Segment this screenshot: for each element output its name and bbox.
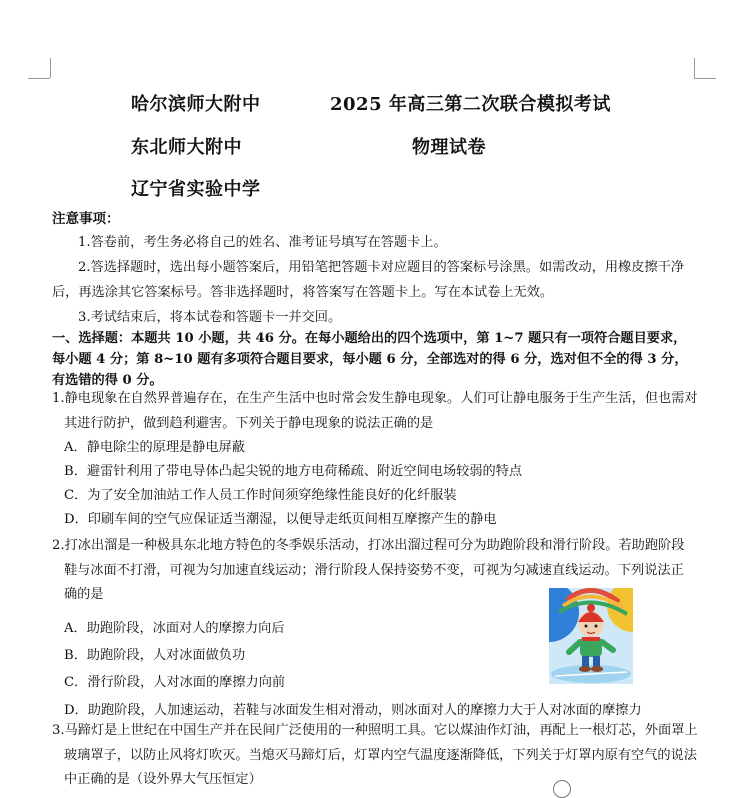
crop-mark xyxy=(694,78,716,79)
question-option: B．避雷针利用了带电导体凸起尖锐的地方电荷稀疏、附近空间电场较弱的特点 xyxy=(64,464,523,479)
question-option: C．为了安全加油站工作人员工作时间须穿绝缘性能良好的化纤服装 xyxy=(64,488,457,503)
crop-mark xyxy=(694,58,695,78)
question-stem: 1.静电现象在自然界普遍存在，在生产生活中也时常会发生静电现象。人们可让静电服务于生产生活，但也需对其进行防护，做到趋利避害。下列关于静电现象的说法正确的是 xyxy=(52,391,698,431)
question-stem: 3.马蹄灯是上世纪在中国生产并在民间广泛使用的一种照明工具。它以煤油作灯油，再配上一根灯芯，外面罩上玻璃罩子，以防止风将灯吹灭。当熄灭马蹄灯后，灯罩内空气温度逐渐降低，下列关于灯罩内原有空气的说法中正确的是（设外界大气压恒定） xyxy=(52,723,698,787)
question-option: C．滑行阶段，人对冰面的摩擦力向前 xyxy=(64,675,286,690)
question-option: A．静电除尘的原理是静电屏蔽 xyxy=(64,440,245,455)
question-option: D．印刷车间的空气应保证适当潮湿，以便导走纸页间相互摩擦产生的静电 xyxy=(64,512,497,527)
note-item: 1.答卷前，考生务必将自己的姓名、准考证号填写在答题卡上。 xyxy=(78,235,447,250)
exam-title: 2025 年高三第二次联合模拟考试 xyxy=(330,94,611,115)
question-option: B．助跑阶段，人对冰面做负功 xyxy=(64,648,246,663)
page-marker-circle xyxy=(553,780,571,798)
question-option: D．助跑阶段，人加速运动，若鞋与冰面发生相对滑动，则冰面对人的摩擦力大于人对冰面的摩擦力 xyxy=(64,703,642,718)
note-item: 3.考试结束后，将本试卷和答题卡一并交回。 xyxy=(78,310,342,325)
ice-sliding-illustration xyxy=(549,588,633,684)
question-option: A．助跑阶段，冰面对人的摩擦力向后 xyxy=(64,621,285,636)
school-name-3: 辽宁省实验中学 xyxy=(131,179,261,200)
school-name-1: 哈尔滨师大附中 xyxy=(131,94,261,115)
note-item: 2.答选择题时，选出每小题答案后，用铅笔把答题卡对应题目的答案标号涂黑。如需改动，用橡皮擦干净后，再选涂其它答案标号。答非选择题时，将答案写在答题卡上。写在本试卷上无效。 xyxy=(52,260,685,300)
question-stem: 2.打冰出溜是一种极具东北地方特色的冬季娱乐活动，打冰出溜过程可分为助跑阶段和滑行阶段。若助跑阶段鞋与冰面不打滑，可视为匀加速直线运动；滑行阶段人保持姿势不变，可视为匀减速直线运动。下列说法正确的是 xyxy=(52,538,685,602)
crop-mark xyxy=(28,78,50,79)
subject-title: 物理试卷 xyxy=(412,137,486,158)
section-heading: 一、选择题：本题共 10 小题，共 46 分。在每小题给出的四个选项中，第 1~7 题只有一项符合题目要求，每小题 4 分；第 8~10 题有多项符合题目要求，每小题 6 分，全部选对的得 6 分，选对但不全的得 3 分，有选错的得 0 分。 xyxy=(52,331,688,388)
notes-title: 注意事项： xyxy=(52,211,120,227)
crop-mark xyxy=(50,58,51,78)
school-name-2: 东北师大附中 xyxy=(131,137,242,158)
